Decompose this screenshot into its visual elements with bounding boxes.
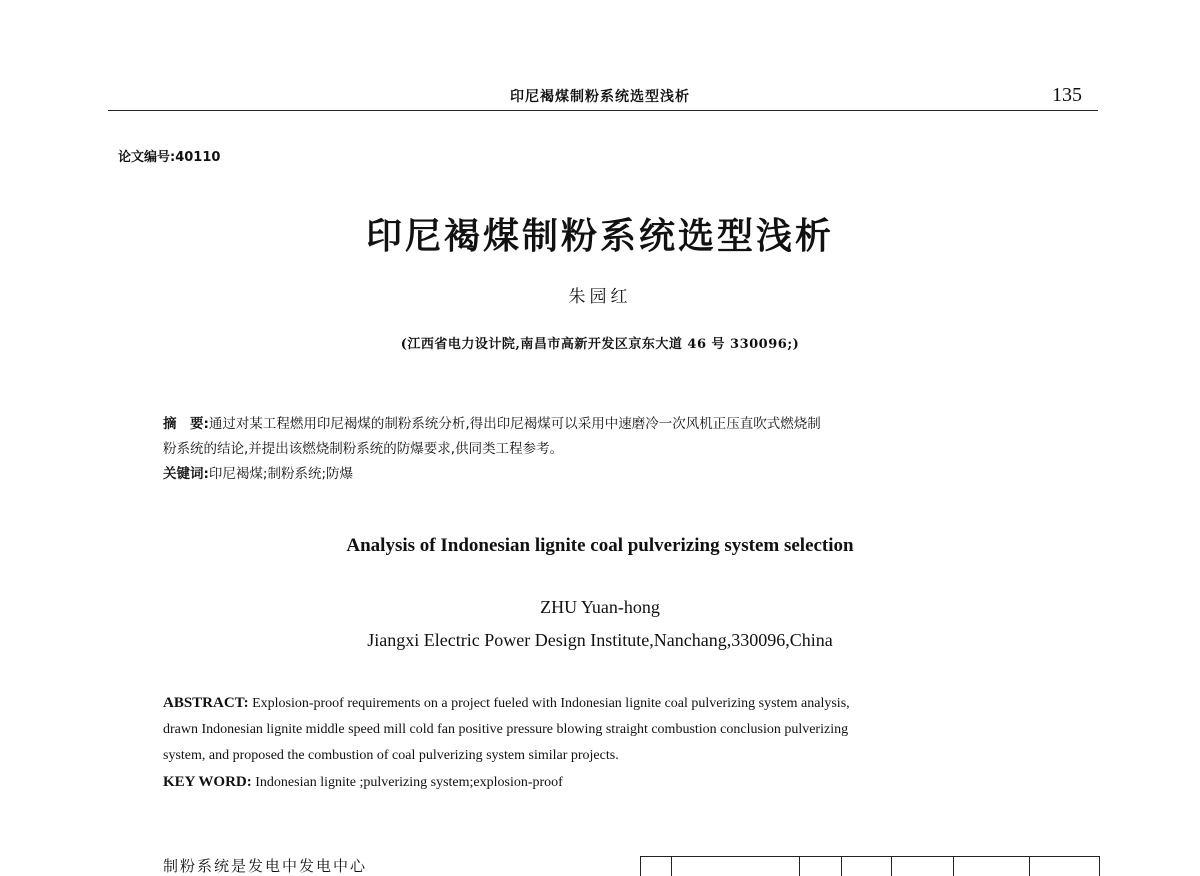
keywords-en-label: KEY WORD: bbox=[163, 774, 252, 790]
abstract-cn-label: 摘 要: bbox=[163, 416, 209, 432]
table-column-divider bbox=[953, 857, 954, 876]
abstract-cn-line bbox=[163, 412, 1063, 437]
article-number: 论文编号:40110 bbox=[118, 150, 221, 165]
table-column-divider bbox=[799, 857, 800, 876]
abstract-cn bbox=[163, 412, 1063, 487]
affiliation-en: Jiangxi Electric Power Design Institute,Nanchang,330096,China bbox=[367, 630, 833, 650]
abstract-cn-text-cont: 粉系统的结论,并提出该燃烧制粉系统的防爆要求,供同类工程参考。 bbox=[163, 441, 564, 457]
keywords-en bbox=[163, 769, 1063, 796]
abstract-cn-text: 通过对某工程燃用印尼褐煤的制粉系统分析,得出印尼褐煤可以采用中速磨冷一次风机正压直吹式燃烧制 bbox=[208, 416, 821, 432]
table-column-divider bbox=[891, 857, 892, 876]
table-column-divider bbox=[671, 857, 672, 876]
abstract-en-line-3: system, and proposed the combustion of coal pulverizing system similar projects. bbox=[163, 748, 619, 763]
abstract-en-text-1: Explosion-proof requirements on a project fueled with Indonesian lignite coal pulverizing system analysis, bbox=[248, 696, 850, 711]
keywords-cn-label: 关键词: bbox=[163, 466, 209, 482]
table-column-divider bbox=[841, 857, 842, 876]
affiliation-cn: (江西省电力设计院,南昌市高新开发区京东大道 46 号 330096;) bbox=[400, 337, 800, 352]
table-column-divider bbox=[1029, 857, 1030, 876]
author-cn: 朱园红 bbox=[568, 287, 632, 307]
header-divider bbox=[108, 110, 1098, 111]
keywords-cn bbox=[163, 462, 1063, 487]
running-title: 印尼褐煤制粉系统选型浅析 bbox=[510, 89, 690, 105]
abstract-en-line-1 bbox=[163, 690, 1063, 717]
paper-title-en: Analysis of Indonesian lignite coal pulverizing system selection bbox=[346, 535, 854, 556]
abstract-en-line-2: drawn Indonesian lignite middle speed mill cold fan positive pressure blowing straight combustion conclusion pulverizing bbox=[163, 722, 849, 737]
paper-title-cn: 印尼褐煤制粉系统选型浅析 bbox=[365, 216, 834, 257]
abstract-en-label: ABSTRACT: bbox=[163, 695, 249, 711]
body-text-start: 制粉系统是发电中发电中心 bbox=[163, 857, 368, 875]
keywords-en-text: Indonesian lignite ;pulverizing system;explosion-proof bbox=[251, 775, 563, 790]
table-top-edge bbox=[640, 856, 1100, 876]
page-number: 135 bbox=[1052, 84, 1082, 106]
author-en: ZHU Yuan-hong bbox=[540, 597, 660, 617]
abstract-en bbox=[163, 690, 1063, 796]
keywords-cn-text: 印尼褐煤;制粉系统;防爆 bbox=[208, 466, 354, 482]
